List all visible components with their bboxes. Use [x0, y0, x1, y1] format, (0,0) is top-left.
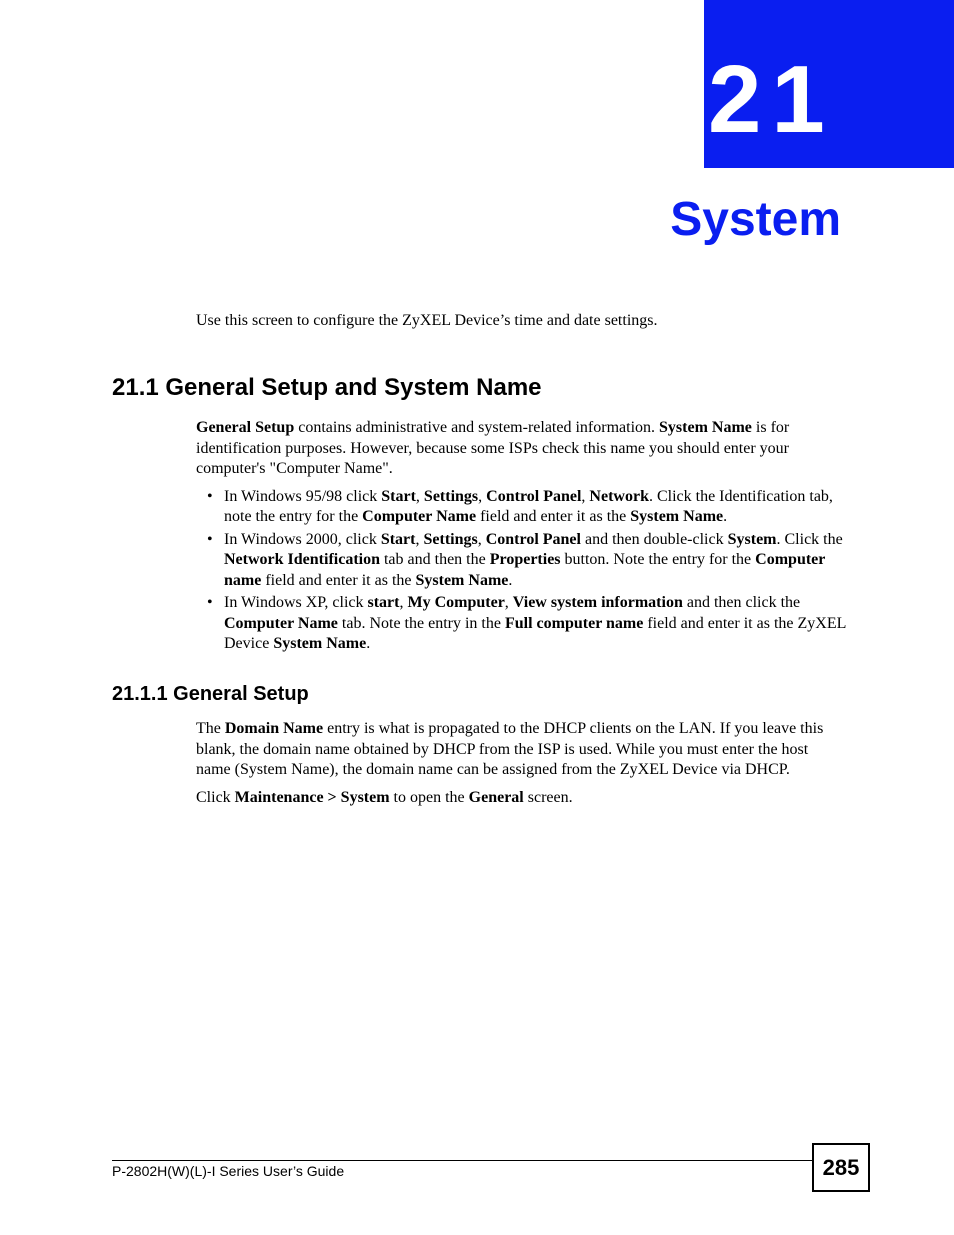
section-heading-general-setup-and-system-name: 21.1 General Setup and System Name	[112, 374, 542, 401]
bold-term: Full computer name	[504, 614, 644, 632]
bold-term: General Setup	[196, 419, 295, 436]
chapter-number: 21	[708, 46, 835, 153]
bold-term: Maintenance > System	[234, 788, 390, 806]
bold-term: Control Panel	[485, 530, 581, 548]
bold-term: Properties	[489, 551, 561, 568]
section-2-body	[196, 719, 846, 815]
intro-paragraph: Use this screen to configure the ZyXEL Device’s time and date settings.	[196, 312, 658, 329]
list-item: • In Windows 2000, click Start, Settings, Control Panel and then double-click System. Click the Network Identification tab and then the Properties button. Note the entry for the Computer name field and enter it as the System Name.	[196, 530, 846, 592]
bold-term: Settings	[423, 487, 479, 505]
bold-term: Control Panel	[486, 487, 582, 505]
page-number: 285	[812, 1143, 870, 1192]
list-item: • In Windows XP, click start, My Computer, View system information and then click the Computer Name tab. Note the entry in the Full computer name field and enter it as the ZyXEL Device System Name.	[196, 593, 846, 655]
bold-term: System Name	[415, 571, 509, 589]
bold-term: Computer name	[224, 551, 826, 589]
computer-name-instructions-list	[196, 487, 846, 655]
bold-term: System	[727, 530, 777, 548]
bold-term: Network Identification	[224, 551, 380, 568]
bold-term: View system information	[512, 594, 683, 611]
bold-term: start	[367, 594, 400, 611]
subsection-heading-general-setup: 21.1.1 General Setup	[112, 683, 309, 705]
section-1-body	[196, 418, 846, 657]
list-item: • In Windows 95/98 click Start, Settings, Control Panel, Network. Click the Identification tab, note the entry for the Computer Name field and enter it as the System Name.	[196, 487, 846, 528]
bold-term: Computer Name	[224, 614, 338, 632]
bold-term: Settings	[423, 530, 478, 548]
bold-term: Domain Name	[224, 720, 324, 737]
bold-term: Network	[589, 487, 649, 505]
domain-name-paragraph: The Domain Name entry is what is propagated to the DHCP clients on the LAN. If you leave this blank, the domain name obtained by DHCP from the ISP is used. While you must enter the host name (System Name), the domain name can be assigned from the ZyXEL Device via DHCP.	[196, 720, 824, 778]
section-1-paragraph: General Setup contains administrative and system-related information. System Name is for identification purposes. However, because some ISPs check this name you should enter your computer's "Computer Name".	[196, 419, 790, 477]
bold-term: Start	[381, 487, 416, 505]
bold-term: System Name	[659, 419, 752, 436]
bold-term: Start	[380, 530, 416, 548]
bold-term: Computer Name	[362, 508, 477, 525]
bold-term: System Name	[630, 508, 724, 525]
navigation-instruction-paragraph: Click Maintenance > System to open the General screen.	[196, 788, 573, 806]
chapter-title: System	[670, 193, 841, 246]
footer-guide-title: P-2802H(W)(L)-I Series User’s Guide	[112, 1163, 345, 1179]
bold-term: System Name	[273, 635, 367, 652]
bold-term: My Computer	[407, 594, 505, 611]
bold-term: General	[468, 788, 524, 806]
